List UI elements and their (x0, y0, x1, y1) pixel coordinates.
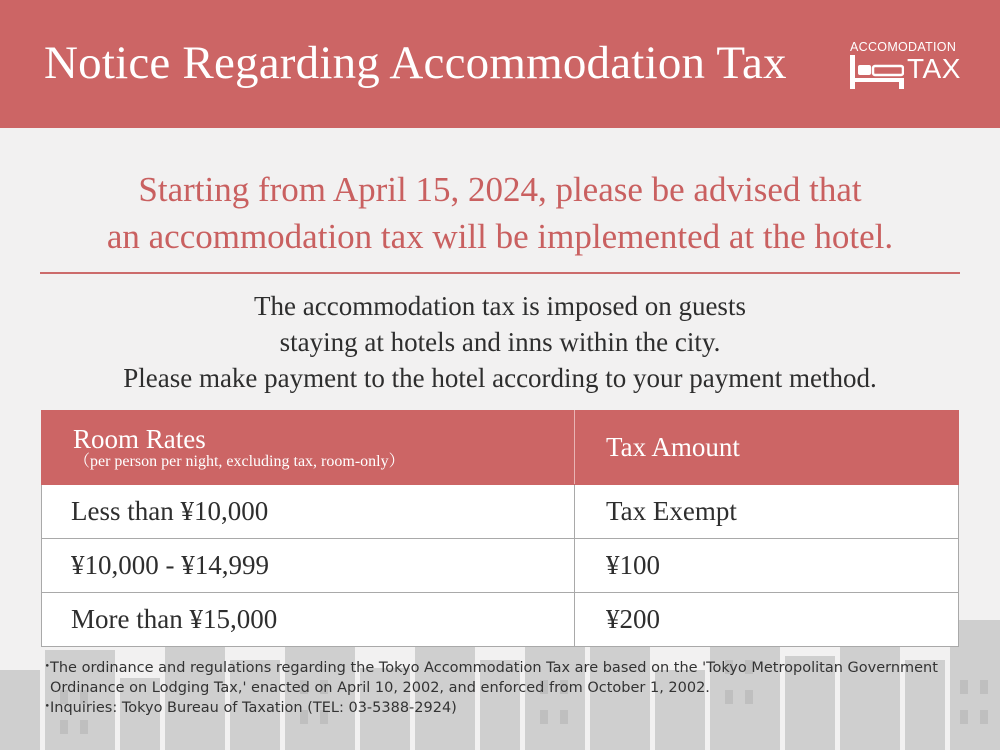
logo-main-text: TAX (907, 53, 961, 84)
room-rate-cell: ¥10,000 - ¥14,999 (42, 539, 575, 593)
table-row (42, 593, 959, 647)
header-banner (0, 0, 1000, 128)
tax-amount-cell: ¥100 (575, 539, 959, 593)
table-header-row (42, 411, 959, 485)
room-rates-header (42, 411, 575, 485)
table-row (42, 539, 959, 593)
page-title: Notice Regarding Accommodation Tax (44, 37, 787, 89)
room-rates-header-note: （per person per night, excluding tax, room-only） (74, 452, 405, 470)
tax-amount-cell: ¥200 (575, 593, 959, 647)
footnote-text: The ordinance and regulations regarding the Tokyo Accommodation Tax are based on the 'Tokyo Metropolitan Government Ordinance on Lodging Tax,' enacted on April 10, 2002, and enforced from October 1, 2002. (50, 660, 938, 696)
tax-start-announcement (0, 166, 1000, 260)
divider (40, 272, 960, 274)
explanation-line-2: staying at hotels and inns within the city. (279, 327, 721, 357)
accommodation-tax-logo (848, 40, 960, 92)
explanation-line-3: Please make payment to the hotel according to your payment method. (123, 363, 877, 393)
explanation-line-1: The accommodation tax is imposed on guests (254, 291, 746, 321)
announcement-line-2: an accommodation tax will be implemented at the hotel. (106, 217, 894, 256)
logo-top-text: ACCOMODATION (850, 40, 957, 54)
footnote-ordinance (40, 658, 970, 698)
footnote-text: Inquiries: Tokyo Bureau of Taxation (TEL: 03-5388-2924) (50, 700, 457, 716)
tax-amount-cell: Tax Exempt (575, 485, 959, 539)
announcement-line-1: Starting from April 15, 2024, please be advised that (138, 170, 862, 209)
room-rate-cell: More than ¥15,000 (42, 593, 575, 647)
room-rate-cell: Less than ¥10,000 (42, 485, 575, 539)
room-rates-header-label: Room Rates (73, 423, 206, 454)
footnotes (40, 658, 970, 718)
bullet: ・ (40, 659, 55, 675)
tax-amount-header: Tax Amount (575, 411, 959, 485)
bed-icon (850, 55, 904, 89)
tax-explanation (0, 288, 1000, 396)
footnote-inquiries (40, 698, 970, 718)
table-row (42, 485, 959, 539)
bullet: ・ (40, 699, 55, 715)
tax-rate-table (41, 410, 959, 647)
